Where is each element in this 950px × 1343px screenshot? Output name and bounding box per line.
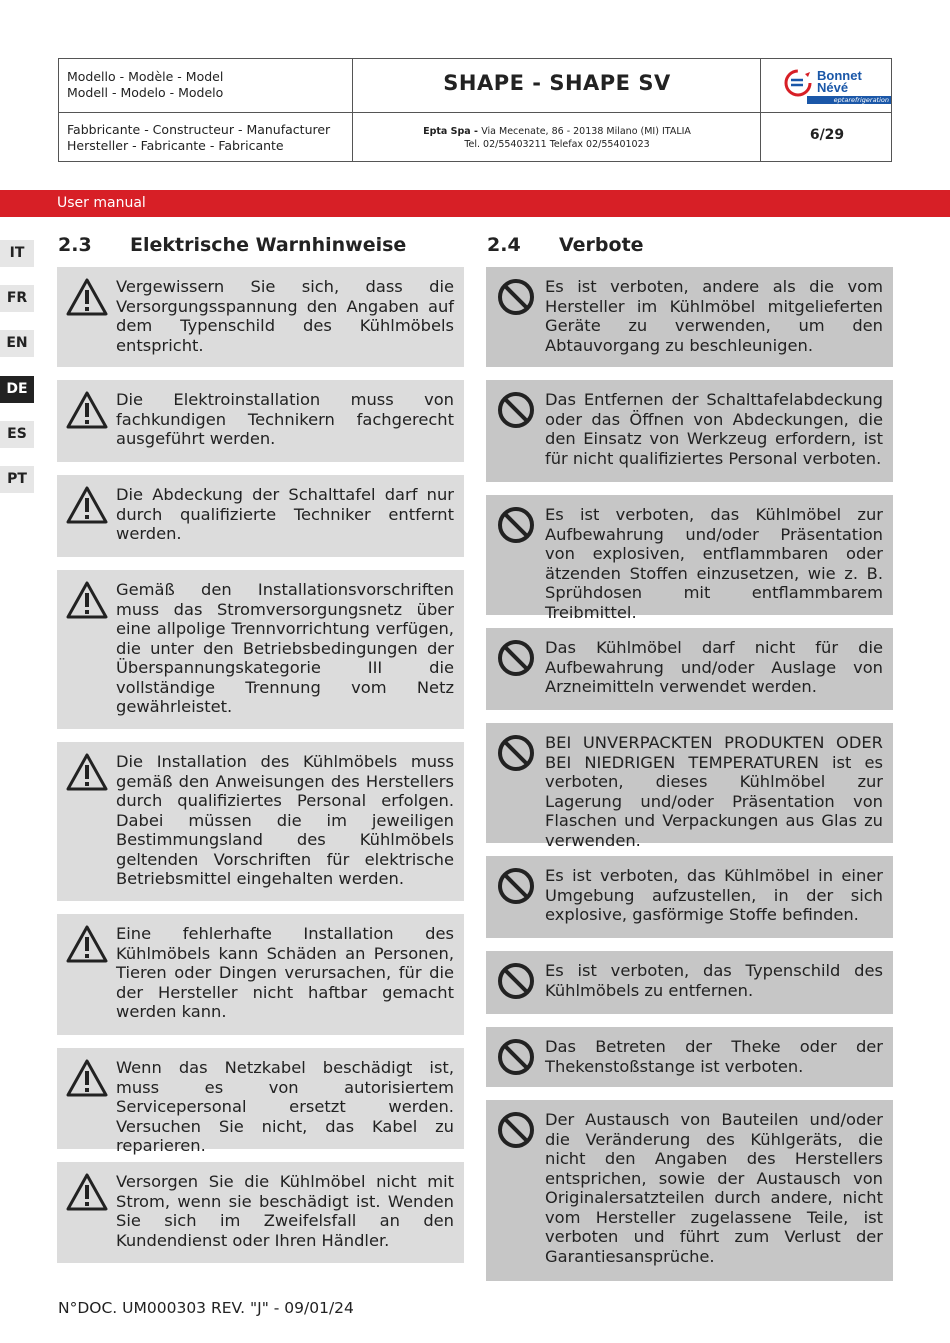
- banner-label: User manual: [57, 195, 146, 211]
- prohibition-box: [486, 628, 893, 710]
- lang-tab-en[interactable]: EN: [0, 330, 34, 357]
- section-title: Elektrische Warnhinweise: [130, 234, 407, 256]
- brand-subtitle: eptarefrigeration: [807, 96, 891, 104]
- warning-box: [57, 914, 464, 1035]
- prohibited-icon: [495, 639, 537, 677]
- lang-tab-pt[interactable]: PT: [0, 466, 34, 493]
- prohibited-icon: [495, 962, 537, 1000]
- prohibition-text: Das Kühlmöbel darf nicht für die Aufbewahrung und/oder Auslage von Arzneimitteln verwendet werden.: [545, 638, 883, 696]
- prohibition-box: [486, 723, 893, 850]
- manufacturer-address: Via Mecenate, 86 - 20138 Milano (MI) ITALIA: [481, 126, 691, 137]
- manufacturer-label-line: Hersteller - Fabricante - Fabricante: [67, 138, 284, 153]
- warning-triangle-icon: [66, 278, 108, 316]
- warning-text: Die Abdeckung der Schalttafel darf nur durch qualifizierte Techniker entfernt werden.: [116, 485, 454, 543]
- prohibition-box: [486, 267, 893, 367]
- manufacturer-label: [67, 122, 330, 154]
- warning-text: Die Installation des Kühlmöbels muss gemäß den Anweisungen des Herstellers durch qualifiziertes Personal erfolgen. Dabei müssen die im jeweiligen Bestimmungsland des Kühlmöbels geltenden Vorschriften für elektrische Betriebsmittel eingehalten werden.: [116, 752, 454, 888]
- warning-text: Gemäß den Installationsvorschriften muss das Stromversorgungsnetz über eine allpolige Trennvorrichtung verfügen, die unter den Betriebsbedingungen der Überspannungskategorie III die vollständige Trennung vom Netz gewährleistet.: [116, 580, 454, 716]
- manufacturer-info: [353, 125, 761, 151]
- prohibition-box: [486, 1027, 893, 1087]
- prohibition-text: Es ist verboten, das Kühlmöbel in einer Umgebung aufzustellen, in der sich explosive, gasförmige Stoffe befinden.: [545, 866, 883, 924]
- prohibition-box: [486, 380, 893, 482]
- warning-triangle-icon: [66, 1059, 108, 1097]
- warning-box: [57, 1162, 464, 1263]
- brand-name-line: Bonnet: [817, 68, 862, 83]
- prohibition-box: [486, 1100, 893, 1281]
- prohibited-icon: [495, 278, 537, 316]
- page-number: 6/29: [809, 127, 845, 143]
- prohibition-text: Das Betreten der Theke oder der Thekenstoßstange ist verboten.: [545, 1037, 883, 1076]
- model-label: [67, 69, 223, 101]
- lang-tab-it[interactable]: IT: [0, 240, 34, 267]
- prohibition-text: BEI UNVERPACKTEN PRODUKTEN ODER BEI NIEDRIGEN TEMPERATUREN ist es verboten, dieses Kühlmöbel zur Lagerung und/oder Präsentation von Flaschen und Verpackungen aus Glas zu verwenden.: [545, 733, 883, 850]
- manufacturer-phone: Tel. 02/55403211 Telefax 02/55401023: [464, 139, 650, 150]
- prohibition-box: [486, 951, 893, 1014]
- prohibition-text: Es ist verboten, das Typenschild des Kühlmöbels zu entfernen.: [545, 961, 883, 1000]
- lang-tab-de[interactable]: DE: [0, 376, 34, 403]
- prohibited-icon: [495, 1038, 537, 1076]
- document-title: SHAPE - SHAPE SV: [443, 71, 671, 95]
- manufacturer-label-line: Fabbricante - Constructeur - Manufacturer: [67, 122, 331, 137]
- warning-text: Eine fehlerhafte Installation des Kühlmöbels kann Schäden an Personen, Tieren oder Dingen verursachen, für die der Hersteller nicht haftbar gemacht werden kann.: [116, 924, 454, 1021]
- euro-logo-icon: [783, 68, 813, 98]
- model-label-line: Modello - Modèle - Model: [67, 69, 224, 84]
- prohibition-text: Der Austausch von Bauteilen und/oder die Veränderung des Kühlgeräts, die nicht den Angaben des Herstellers entsprichen, sowie der Austausch von Originalersatzteilen durch andere, nicht vom Hersteller zugelassene Teile, ist verboten und führt zum Verlust der Garantiesansprüche.: [545, 1110, 883, 1266]
- warning-triangle-icon: [66, 1173, 108, 1211]
- warning-triangle-icon: [66, 925, 108, 963]
- model-label-line: Modell - Modelo - Modelo: [67, 85, 224, 100]
- warning-box: [57, 380, 464, 462]
- warning-box: [57, 570, 464, 729]
- warning-text: Versorgen Sie die Kühlmöbel nicht mit Strom, wenn sie beschädigt ist. Wenden Sie sich im Zweifelsfall an den Kundendienst oder Ihren Händler.: [116, 1172, 454, 1250]
- warning-triangle-icon: [66, 581, 108, 619]
- warning-box: [57, 475, 464, 557]
- prohibition-text: Es ist verboten, andere als die vom Hersteller im Kühlmöbel mitgelieferten Geräte zu verwenden, um den Abtauvorgang zu beschleunigen.: [545, 277, 883, 355]
- warning-text: Die Elektroinstallation muss von fachkundigen Technikern fachgerecht ausgeführt werden.: [116, 390, 454, 448]
- prohibited-icon: [495, 1111, 537, 1149]
- warning-box: [57, 742, 464, 901]
- brand-logo: [783, 68, 889, 106]
- prohibition-text: Es ist verboten, das Kühlmöbel zur Aufbewahrung und/oder Präsentation von explosiven, entflammbaren oder ätzenden Stoffen einzusetzen, wie z. B. Sprühdosen mit entflammbarem Treibmittel.: [545, 505, 883, 622]
- warning-text: Wenn das Netzkabel beschädigt ist, muss es von autorisiertem Servicepersonal ersetzt werden. Versuchen Sie nicht, das Kabel zu reparieren.: [116, 1058, 454, 1155]
- section-title: Verbote: [559, 234, 644, 256]
- section-number: 2.3: [58, 234, 92, 256]
- lang-tab-fr[interactable]: FR: [0, 285, 34, 312]
- section-banner: [0, 190, 950, 217]
- warning-triangle-icon: [66, 486, 108, 524]
- document-header: [58, 58, 892, 162]
- warning-box: [57, 267, 464, 367]
- warning-triangle-icon: [66, 391, 108, 429]
- manufacturer-name: Epta Spa -: [423, 126, 482, 137]
- prohibited-icon: [495, 734, 537, 772]
- prohibition-box: [486, 856, 893, 938]
- warning-text: Vergewissern Sie sich, dass die Versorgungsspannung den Angaben auf dem Typenschild des Kühlmöbels entspricht.: [116, 277, 454, 355]
- prohibited-icon: [495, 506, 537, 544]
- prohibited-icon: [495, 391, 537, 429]
- lang-tab-es[interactable]: ES: [0, 421, 34, 448]
- warning-triangle-icon: [66, 753, 108, 791]
- brand-name-line: Névé: [817, 80, 849, 95]
- prohibition-text: Das Entfernen der Schalttafelabdeckung oder das Öffnen von Abdeckungen, die den Einsatz von Werkzeug erfordern, ist für nicht qualifiziertes Personal verboten.: [545, 390, 883, 468]
- prohibited-icon: [495, 867, 537, 905]
- document-number: N°DOC. UM000303 REV. "J" - 09/01/24: [58, 1299, 354, 1317]
- section-number: 2.4: [487, 234, 521, 256]
- divider: [59, 112, 891, 113]
- warning-box: [57, 1048, 464, 1155]
- prohibition-box: [486, 495, 893, 622]
